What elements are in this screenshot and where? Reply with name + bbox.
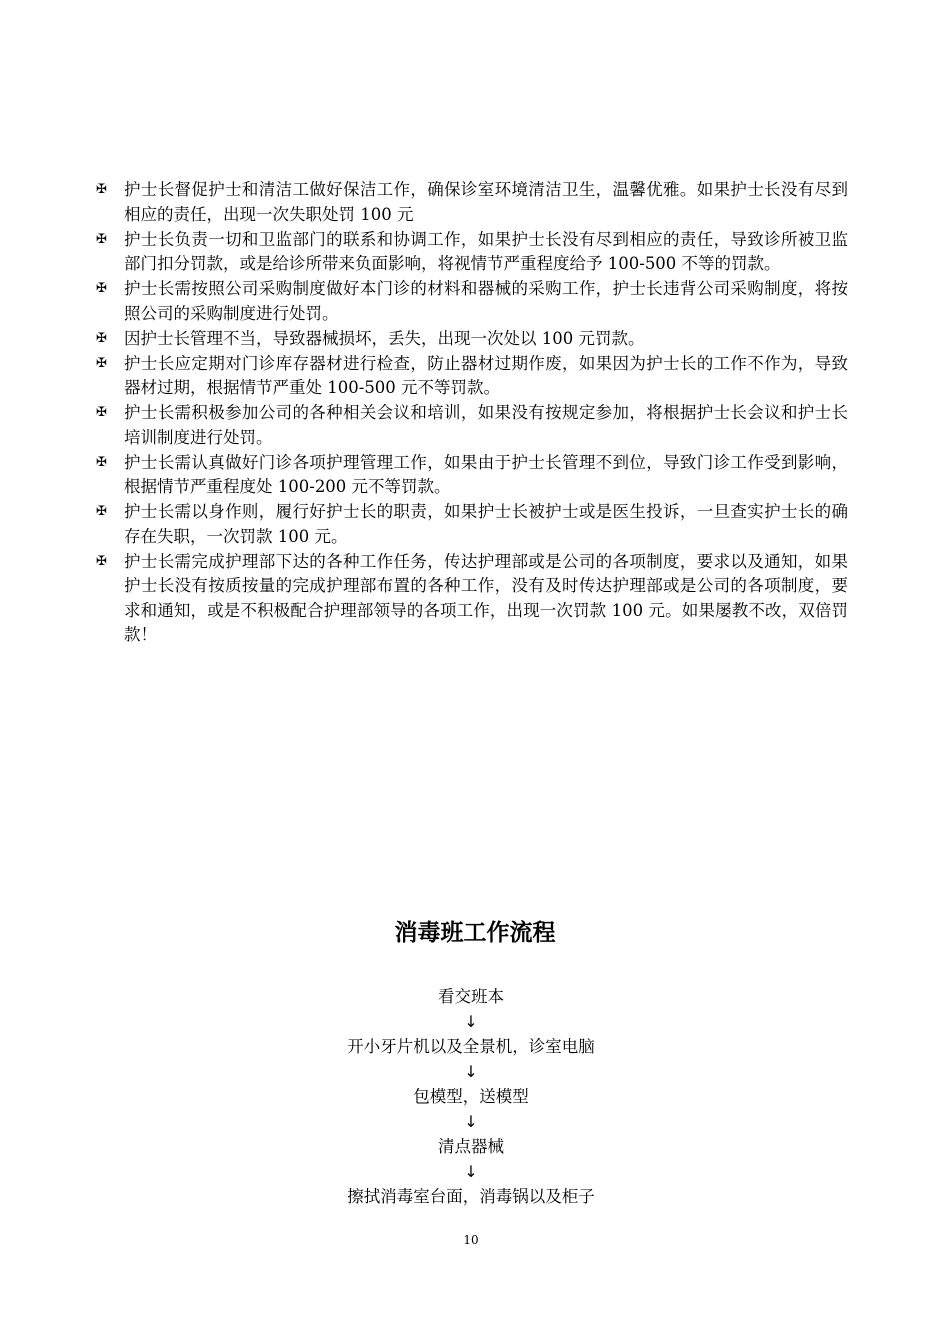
rule-item — [96, 500, 848, 549]
cross-bullet-icon: ✠ — [96, 281, 107, 296]
workflow-list — [0, 983, 942, 1211]
rule-text: 护士长负责一切和卫监部门的联系和协调工作，如果护士长没有尽到相应的责任，导致诊所被卫监部门扣分罚款，或是给诊所带来负面影响，将视情节严重程度给予 100-500 不等的罚款。 — [124, 229, 848, 273]
cross-bullet-icon: ✠ — [96, 355, 107, 371]
rule-item — [96, 228, 848, 277]
rule-item — [96, 178, 848, 227]
flow-step: 开小牙片机以及全景机，诊室电脑 — [347, 1037, 595, 1056]
page-number: 10 — [463, 1233, 479, 1247]
rule-item — [96, 550, 848, 648]
rule-text: 护士长需以身作则，履行好护士长的职责，如果护士长被护士或是医生投诉，一旦查实护士长的确存在失职，一次罚款 100 元。 — [124, 502, 848, 546]
flow-step: 擦拭消毒室台面，消毒锅以及柜子 — [347, 1187, 595, 1206]
flow-step: 看交班本 — [438, 987, 504, 1006]
cross-bullet-icon: ✠ — [96, 553, 107, 569]
cross-bullet-icon: ✠ — [96, 231, 107, 247]
rule-item — [96, 352, 848, 401]
rule-text: 因护士长管理不当，导致器械损坏，丢失，出现一次处以 100 元罚款。 — [124, 328, 645, 348]
cross-bullet-icon: ✠ — [96, 454, 107, 470]
flow-step: 清点器械 — [438, 1137, 504, 1156]
cross-bullet-icon: ✠ — [96, 504, 107, 519]
cross-bullet-icon: ✠ — [96, 405, 107, 420]
rule-text: 护士长需认真做好门诊各项护理管理工作，如果由于护士长管理不到位，导致门诊工作受到影响，根据情节严重程度处 100-200 元不等罚款。 — [124, 452, 848, 496]
rule-text: 护士长需积极参加公司的各种相关会议和培训，如果没有按规定参加，将根据护士长会议和护士长培训制度进行处罚。 — [124, 403, 848, 447]
rule-text: 护士长督促护士和清洁工做好保洁工作，确保诊室环境清洁卫生，温馨优雅。如果护士长没有尽到相应的责任，出现一次失职处罚 100 元 — [124, 180, 848, 224]
down-arrow-icon: ↓ — [464, 1062, 478, 1081]
rule-item — [96, 327, 848, 352]
rule-text: 护士长需按照公司采购制度做好本门诊的材料和器械的采购工作，护士长违背公司采购制度，将按照公司的采购制度进行处罚。 — [124, 279, 848, 323]
rule-item — [96, 451, 848, 500]
cross-bullet-icon: ✠ — [96, 330, 107, 346]
penalty-rules-list — [96, 178, 848, 648]
rule-item — [96, 401, 848, 450]
down-arrow-icon: ↓ — [464, 1112, 478, 1131]
flow-step: 包模型，送模型 — [413, 1087, 529, 1106]
rule-item — [96, 277, 848, 326]
down-arrow-icon: ↓ — [464, 1162, 478, 1181]
section-title: 消毒班工作流程 — [394, 920, 556, 946]
cross-bullet-icon: ✠ — [96, 182, 107, 197]
down-arrow-icon: ↓ — [464, 1012, 478, 1031]
rule-text: 护士长需完成护理部下达的各种工作任务，传达护理部或是公司的各项制度，要求以及通知，如果护士长没有按质按量的完成护理部布置的各种工作，没有及时传达护理部或是公司的各项制度，要求和通知，或是不积极配合护理部领导的各项工作，出现一次罚款 100 元。如果屡教不改，双倍罚款！ — [124, 551, 848, 644]
rule-text: 护士长应定期对门诊库存器材进行检查，防止器材过期作废，如果因为护士长的工作不作为，导致器材过期，根据情节严重处 100-500 元不等罚款。 — [124, 353, 848, 397]
